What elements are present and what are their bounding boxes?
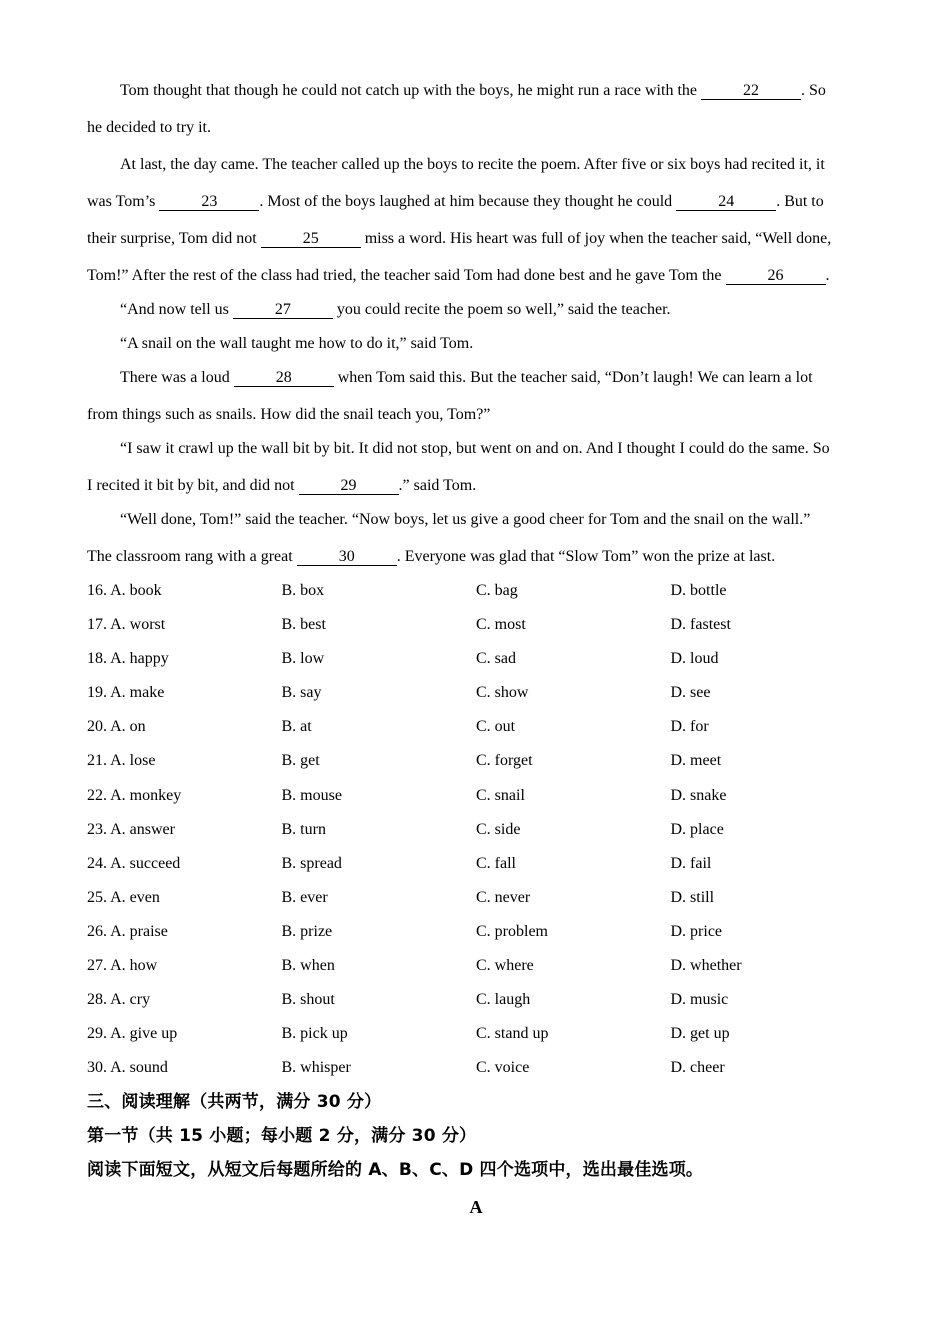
text: miss a word. His heart was full of joy when the teacher said, “Well done, — [360, 230, 832, 247]
text-line — [87, 222, 865, 259]
text: . So — [800, 82, 826, 99]
text-line — [87, 361, 865, 398]
option-c: C. problem — [476, 922, 548, 940]
option-a: 26. A. praise — [87, 922, 168, 940]
paragraph-5 — [87, 361, 865, 432]
option-c: C. bag — [476, 582, 518, 599]
option-row-29 — [87, 1017, 865, 1051]
option-c: C. show — [476, 684, 529, 702]
option-b: B. spread — [281, 854, 342, 872]
blank-23: 23 — [159, 193, 259, 211]
option-c: C. side — [476, 820, 521, 838]
blank-28: 28 — [234, 369, 334, 387]
option-row-26 — [87, 915, 865, 949]
option-row-16 — [87, 574, 865, 608]
option-row-24 — [87, 847, 865, 881]
option-b: B. low — [281, 650, 325, 668]
text-line: “A snail on the wall taught me how to do it,” said Tom. — [120, 335, 474, 352]
option-c: C. sad — [476, 650, 516, 668]
option-c: C. most — [476, 616, 526, 634]
option-b: B. whisper — [281, 1059, 351, 1077]
text-line: “Well done, Tom!” said the teacher. “Now boys, let us give a good cheer for Tom and the snail on the wall.” — [120, 511, 811, 528]
text-line: he decided to try it. — [87, 119, 211, 136]
option-d: D. fail — [670, 854, 712, 872]
text: their surprise, Tom did not — [87, 230, 261, 247]
document-page — [87, 74, 865, 1227]
option-a: 19. A. make — [87, 684, 165, 702]
passage-label: A — [469, 1197, 483, 1218]
option-a: 24. A. succeed — [87, 854, 181, 872]
option-a: 18. A. happy — [87, 650, 169, 668]
option-c: C. where — [476, 957, 534, 975]
option-a: 21. A. lose — [87, 752, 156, 770]
option-b: B. ever — [281, 888, 328, 906]
text-line — [87, 293, 865, 327]
text: . Most of the boys laughed at him because they thought he could — [259, 193, 677, 210]
option-b: B. shout — [281, 991, 335, 1009]
instruction-text: 阅读下面短文，从短文后每题所给的 A、B、C、D 四个选项中，选出最佳选项。 — [87, 1160, 704, 1181]
option-b: B. get — [281, 752, 320, 770]
option-d: D. see — [670, 684, 711, 702]
option-row-20 — [87, 710, 865, 744]
text-line — [87, 469, 865, 503]
option-row-23 — [87, 813, 865, 847]
paragraph-1 — [87, 74, 865, 148]
paragraph-4 — [87, 327, 865, 361]
option-c: C. voice — [476, 1059, 530, 1077]
option-c: C. laugh — [476, 991, 531, 1009]
text: “And now tell us — [120, 301, 233, 318]
option-d: D. still — [670, 888, 715, 906]
option-d: D. music — [670, 991, 729, 1009]
option-d: D. price — [670, 922, 723, 940]
option-a: 17. A. worst — [87, 616, 166, 634]
text: when Tom said this. But the teacher said, “Don’t laugh! We can learn a lot — [333, 369, 813, 386]
paragraph-6 — [87, 432, 865, 503]
option-d: D. bottle — [670, 582, 727, 599]
option-b: B. turn — [281, 820, 326, 838]
option-b: B. best — [281, 616, 326, 634]
text-line: from things such as snails. How did the snail teach you, Tom?” — [87, 406, 491, 423]
option-a: 20. A. on — [87, 718, 146, 736]
text-line — [87, 259, 865, 293]
text: . — [825, 267, 830, 284]
text: . But to — [776, 193, 824, 210]
blank-24: 24 — [676, 193, 776, 211]
text: .” said Tom. — [398, 477, 477, 494]
option-a: 25. A. even — [87, 888, 160, 906]
option-b: B. prize — [281, 922, 333, 940]
options-table — [87, 574, 865, 1085]
option-c: C. out — [476, 718, 516, 736]
option-c: C. forget — [476, 752, 533, 770]
option-row-27 — [87, 949, 865, 983]
text: was Tom’s — [87, 193, 160, 210]
text: Tom thought that though he could not catch up with the boys, he might run a race with the — [120, 82, 701, 99]
option-d: D. get up — [670, 1025, 730, 1043]
option-a: 28. A. cry — [87, 991, 151, 1009]
blank-26: 26 — [726, 267, 826, 285]
paragraph-7 — [87, 503, 865, 574]
text: I recited it bit by bit, and did not — [87, 477, 299, 494]
option-row-30 — [87, 1051, 865, 1085]
text-line — [87, 185, 865, 222]
option-row-25 — [87, 881, 865, 915]
section-title: 三、阅读理解（共两节，满分 30 分） — [87, 1092, 382, 1113]
option-row-22 — [87, 779, 865, 813]
text-line — [87, 74, 865, 111]
text: Tom!” After the rest of the class had tried, the teacher said Tom had done best and he gave Tom the — [87, 267, 726, 284]
option-row-19 — [87, 676, 865, 710]
option-c: C. fall — [476, 854, 516, 872]
text-line — [87, 540, 865, 574]
option-b: B. say — [281, 684, 322, 702]
blank-27: 27 — [233, 301, 333, 319]
option-d: D. for — [670, 718, 709, 736]
option-d: D. loud — [670, 650, 719, 668]
option-b: B. mouse — [281, 786, 342, 804]
option-a: 16. A. book — [87, 582, 162, 599]
text: you could recite the poem so well,” said the teacher. — [332, 301, 671, 318]
paragraph-3 — [87, 293, 865, 327]
option-c: C. stand up — [476, 1025, 549, 1043]
option-a: 23. A. answer — [87, 820, 175, 838]
option-d: D. meet — [670, 752, 722, 770]
option-row-21 — [87, 744, 865, 778]
text: . Everyone was glad that “Slow Tom” won the prize at last. — [396, 548, 776, 565]
text: There was a loud — [120, 369, 234, 386]
option-a: 27. A. how — [87, 957, 158, 975]
option-c: C. never — [476, 888, 531, 906]
blank-29: 29 — [299, 477, 399, 495]
option-b: B. box — [281, 582, 325, 599]
option-b: B. pick up — [281, 1025, 348, 1043]
option-a: 30. A. sound — [87, 1059, 168, 1077]
paragraph-2 — [87, 148, 865, 293]
part-title: 第一节（共 15 小题；每小题 2 分，满分 30 分） — [87, 1126, 477, 1147]
option-a: 29. A. give up — [87, 1025, 178, 1043]
option-d: D. fastest — [670, 616, 731, 634]
option-row-28 — [87, 983, 865, 1017]
blank-22: 22 — [701, 82, 801, 100]
text-line: At last, the day came. The teacher called up the boys to recite the poem. After five or six boys had recited it, it — [120, 156, 825, 173]
option-d: D. snake — [670, 786, 727, 804]
option-row-17 — [87, 608, 865, 642]
blank-25: 25 — [261, 230, 361, 248]
option-d: D. whether — [670, 957, 742, 975]
option-row-18 — [87, 642, 865, 676]
option-b: B. at — [281, 718, 312, 736]
option-d: D. place — [670, 820, 724, 838]
option-d: D. cheer — [670, 1059, 725, 1077]
option-b: B. when — [281, 957, 335, 975]
option-a: 22. A. monkey — [87, 786, 182, 804]
text-line: “I saw it crawl up the wall bit by bit. It did not stop, but went on and on. And I thought I could do the same. So — [120, 440, 830, 457]
blank-30: 30 — [297, 548, 397, 566]
text: The classroom rang with a great — [87, 548, 297, 565]
option-c: C. snail — [476, 786, 525, 804]
